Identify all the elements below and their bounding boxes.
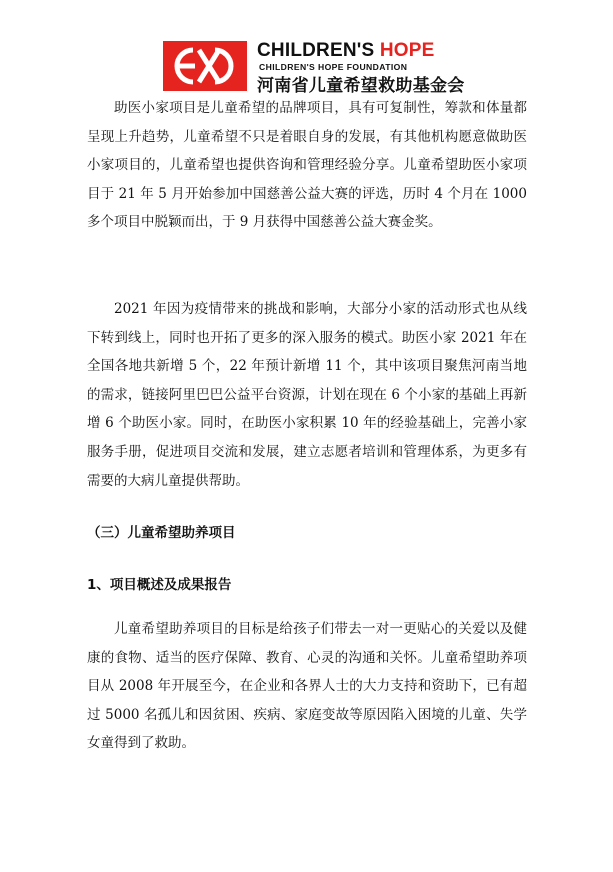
paragraph-sponsorship: 儿童希望助养项目的目标是给孩子们带去一对一更贴心的关爱以及健康的食物、适当的医疗保障、教育、心灵的沟通和关怀。儿童希望助养项目从 2008 年开展至今，在企业和各界人士的大力支持和资助下，已有超过 5000 名孤儿和因贫困、疾病、家庭变故等原因陷入困境的儿童、失学女童得到了救助。	[87, 621, 527, 752]
section-heading: （三）儿童希望助养项目	[87, 525, 236, 541]
brand-subtitle: CHILDREN'S HOPE FOUNDATION	[259, 62, 408, 72]
ex-logo-icon	[163, 41, 247, 91]
paragraph-2021-growth: 2021 年因为疫情带来的挑战和影响，大部分小家的活动形式也从线下转到线上，同时也开拓了更多的深入服务的模式。助医小家 2021 年在全国各地共新增 5 个，22 年预计新增 11 个，其中该项目聚焦河南当地的需求，链接阿里巴巴公益平台资源，计划在现在 6 个小家的基础上再新增 6 个助医小家。同时，在助医小家积累 10 年的经验基础上，完善小家服务手册，促进项目交流和发展，建立志愿者培训和管理体系，为更多有需要的大病儿童提供帮助。	[87, 301, 527, 489]
subsection-heading: 1、项目概述及成果报告	[87, 577, 232, 593]
paragraph-help-home: 助医小家项目是儿童希望的品牌项目，具有可复制性，筹款和体量都呈现上升趋势，儿童希望不只是着眼自身的发展，有其他机构愿意做助医小家项目的，儿童希望也提供咨询和管理经验分享。儿童希望助医小家项目于 21 年 5 月开始参加中国慈善公益大赛的评选，历时 4 个月在 1000 多个项目中脱颖而出，于 9 月获得中国慈善公益大赛金奖。	[87, 100, 527, 231]
page-header	[163, 38, 463, 94]
brand-name-en: CHILDREN'S HOPE	[257, 40, 435, 61]
logo-mark	[163, 41, 247, 91]
brand-name-accent: HOPE	[379, 40, 435, 61]
brand-name-cn: 河南省儿童希望救助基金会	[257, 76, 465, 96]
